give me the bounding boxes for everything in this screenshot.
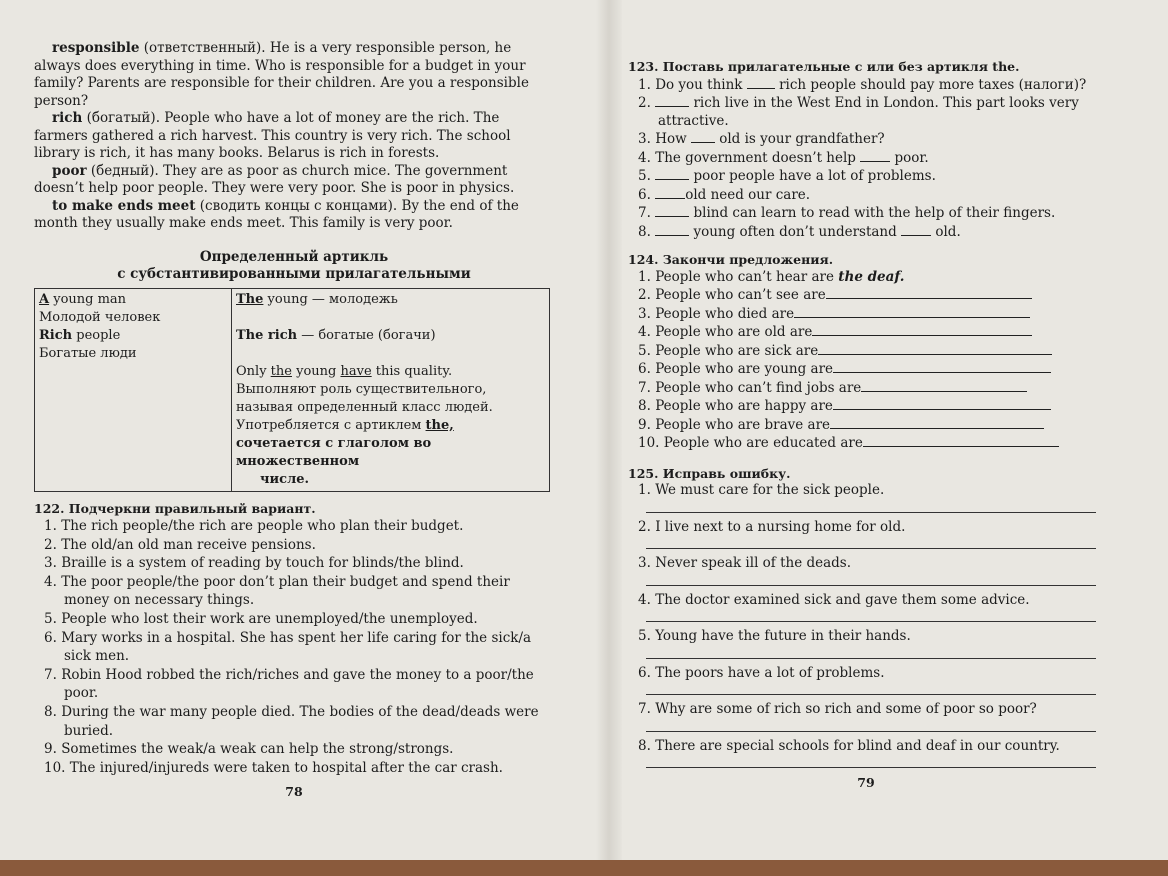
list-item (44, 517, 554, 536)
section-title: Определенный артикль (199, 248, 389, 265)
list-item (638, 186, 1104, 205)
exercise-122-list (34, 517, 554, 777)
list-item (44, 703, 554, 740)
answer-line[interactable] (861, 379, 1027, 392)
item-text: old need our care. (685, 186, 811, 203)
list-item (638, 204, 1104, 223)
item-text: During the war many people died. The bodies of the dead/deads were buried. (61, 703, 539, 739)
page-number-left: 78 (285, 784, 303, 800)
item-number: 4. (638, 149, 651, 166)
table-text: people (72, 327, 121, 343)
exercise-125-title: 125. Исправь ошибку. (628, 465, 791, 481)
table-text: Богатые люди (39, 345, 137, 361)
answer-blank[interactable] (655, 223, 689, 236)
item-number: 3. (638, 305, 651, 322)
item-text: The old/an old man receive pensions. (61, 536, 316, 553)
item-number: 6. (44, 629, 57, 646)
list-item (638, 701, 1104, 719)
table-left-cell (35, 288, 232, 491)
list-item (638, 323, 1104, 342)
answer-line[interactable] (646, 686, 1096, 695)
item-text: The rich people/the rich are people who plan their budget. (61, 518, 464, 534)
item-text: poor. (890, 149, 929, 166)
item-text: People who can’t hear are (655, 268, 839, 285)
answer-blank[interactable] (655, 94, 689, 107)
item-number: 2. (638, 95, 651, 111)
answer-blank[interactable] (655, 167, 689, 180)
table-text: A (39, 291, 50, 307)
list-item (638, 223, 1104, 242)
item-number: 8. (638, 223, 651, 240)
item-number: 9. (638, 416, 651, 433)
item-text: poor people have a lot of problems. (689, 168, 936, 184)
item-text: Mary works in a hospital. She has spent her life caring for the sick/a sick men. (61, 629, 532, 665)
list-item (638, 305, 1104, 324)
exercise-124-list (628, 269, 1104, 453)
item-text: blind can learn to read with the help of their fingers. (689, 205, 1056, 221)
list-item (44, 629, 554, 666)
table-text: Употребляется с артиклем (236, 417, 426, 433)
table-text: числе. (260, 471, 310, 487)
table-text: Only (236, 363, 271, 379)
vocab-word: responsible (52, 40, 140, 56)
item-number: 1. (638, 76, 651, 93)
item-text: Young have the future in their hands. (655, 628, 911, 644)
table-text: Выполняют роль существительного, называя определенный класс людей. (236, 381, 493, 415)
exercise-125-list (628, 482, 1104, 768)
item-number: 10. (44, 759, 66, 776)
item-text: The government doesn’t help (655, 149, 861, 166)
item-number: 7. (638, 205, 651, 221)
list-item (638, 434, 1104, 453)
list-item (638, 738, 1104, 756)
list-item (44, 759, 554, 778)
exercise-122-title: 122. Подчеркни правильный вариант. (34, 500, 316, 516)
list-item (638, 482, 1104, 500)
table-text: the (270, 363, 292, 379)
item-text: Do you think (655, 76, 747, 93)
item-number: 1. (638, 482, 651, 498)
item-number: 3. (638, 131, 651, 147)
vocab-entry (34, 40, 554, 110)
answer-line[interactable] (646, 540, 1096, 549)
answer-line[interactable] (646, 723, 1096, 732)
table-text: The (236, 291, 264, 307)
list-item (638, 628, 1104, 646)
list-item (638, 286, 1104, 305)
vocab-entry (34, 198, 554, 233)
answer-blank[interactable] (901, 223, 931, 236)
list-item (44, 554, 554, 573)
list-item (638, 130, 1104, 149)
item-text: rich live in the West End in London. This part looks very attractive. (658, 95, 1079, 129)
item-number: 8. (44, 703, 57, 720)
item-text: The doctor examined sick and gave them some advice. (655, 591, 1030, 608)
vocab-word: poor (52, 162, 87, 179)
item-number: 7. (44, 666, 57, 683)
item-text: There are special schools for blind and deaf in our country. (655, 737, 1060, 754)
list-item (44, 573, 554, 610)
item-text: rich people should pay more taxes (налоги)? (774, 76, 1087, 93)
table-text: the, (425, 417, 454, 433)
item-text: People who lost their work are unemployed/the unemployed. (61, 610, 478, 627)
article-table (34, 288, 550, 492)
item-text: Why are some of rich so rich and some of poor so poor? (655, 701, 1037, 717)
item-number: 2. (638, 287, 651, 303)
vocab-translation: (бедный). (86, 162, 159, 179)
table-text: The rich (236, 327, 298, 343)
exercise-123-list (628, 76, 1104, 242)
item-number: 2. (44, 536, 57, 553)
list-item (638, 379, 1104, 398)
vocab-translation: (богатый). (82, 110, 160, 126)
list-item (44, 666, 554, 703)
item-text: People who died are (655, 305, 795, 322)
item-text: The poors have a lot of problems. (655, 664, 885, 681)
list-item (638, 360, 1104, 379)
vocab-translation: (ответственный). (139, 40, 266, 56)
vocab-translation: (сводить концы с концами). (195, 197, 398, 214)
answer-line[interactable] (646, 759, 1096, 768)
item-number: 6. (638, 664, 651, 681)
item-text: Never speak ill of the deads. (655, 555, 852, 571)
answer-line[interactable] (812, 323, 1032, 336)
answer-line[interactable] (794, 305, 1030, 318)
table-right-cell (232, 288, 550, 491)
left-page (34, 40, 554, 801)
answer-line[interactable] (833, 397, 1051, 410)
vocabulary-block (34, 40, 554, 233)
list-item (638, 592, 1104, 610)
item-number: 8. (638, 737, 651, 754)
answer-blank[interactable] (691, 130, 715, 143)
item-number: 5. (638, 342, 651, 359)
item-number: 4. (638, 591, 651, 608)
item-number: 4. (638, 324, 651, 340)
item-text: The injured/injureds were taken to hospital after the car crash. (69, 759, 503, 776)
list-item (44, 610, 554, 629)
vocab-example: They are as poor as church mice. The government doesn’t help poor people. They were very poor. She is poor in physics. (34, 162, 515, 196)
table-text: Молодой человек (39, 309, 161, 325)
table-text: young (291, 363, 341, 379)
table-text: — богатые (богачи) (297, 327, 436, 343)
list-item (638, 416, 1104, 435)
example-answer: the deaf. (838, 268, 905, 285)
item-text: The poor people/the poor don’t plan their budget and spend their money on necessary things. (61, 573, 510, 609)
list-item (638, 519, 1104, 537)
exercise-124-title: 124. Закончи предложения. (628, 252, 834, 267)
item-number: 7. (638, 701, 651, 717)
item-number: 7. (638, 379, 651, 396)
item-number: 5. (638, 628, 651, 644)
item-text: old is your grandfather? (714, 131, 885, 147)
table-text: have (340, 363, 372, 379)
answer-line[interactable] (863, 434, 1059, 447)
item-number: 5. (44, 610, 57, 627)
right-page (628, 58, 1104, 792)
list-item (638, 269, 1104, 287)
item-text: People who are sick are (655, 342, 819, 359)
answer-blank[interactable] (655, 204, 689, 217)
list-item (44, 740, 554, 759)
vocab-example: He is a very responsible person, he always does everything in time. Who is responsible for a budget in your family? Parents are responsible for their children. Are you a responsible person? (34, 40, 529, 109)
answer-line[interactable] (646, 613, 1096, 622)
item-text: We must care for the sick people. (655, 482, 885, 498)
item-text: young often don’t understand (689, 223, 902, 240)
item-text: old. (931, 223, 961, 240)
list-item (638, 76, 1104, 95)
item-number: 3. (638, 555, 651, 571)
answer-blank[interactable] (655, 186, 685, 199)
item-number: 2. (638, 518, 651, 535)
vocab-example: People who have a lot of money are the rich. The farmers gathered a rich harvest. This country is very rich. The school library is rich, it has many books. Belarus is rich in forests. (34, 110, 511, 161)
vocab-entry (34, 163, 554, 198)
answer-line[interactable] (646, 577, 1096, 586)
answer-blank[interactable] (860, 149, 890, 162)
table-text: young — молодежь (263, 291, 398, 307)
answer-line[interactable] (826, 286, 1032, 299)
list-item (638, 167, 1104, 186)
answer-blank[interactable] (747, 76, 775, 89)
item-number: 8. (638, 398, 651, 414)
answer-line[interactable] (646, 504, 1096, 513)
section-subtitle: с субстантивированными прилагательными (117, 266, 471, 282)
exercise-123-title: 123. Поставь прилагательные с или без артикля the. (628, 59, 1020, 74)
item-text: People who are young are (655, 361, 834, 377)
list-item (638, 555, 1104, 573)
list-item (44, 536, 554, 555)
list-item (638, 342, 1104, 361)
item-text: People who are old are (655, 324, 813, 340)
item-number: 6. (638, 186, 651, 203)
book-fold (596, 0, 622, 860)
list-item (638, 149, 1104, 168)
item-text: People who can’t find jobs are (655, 379, 862, 396)
item-number: 3. (44, 555, 57, 572)
item-number: 1. (638, 268, 651, 285)
table-text: this quality. (371, 363, 453, 379)
item-text: How (655, 131, 691, 147)
item-number: 6. (638, 361, 651, 377)
vocab-word: rich (52, 110, 83, 126)
page-number-right: 79 (857, 775, 875, 790)
list-item (638, 665, 1104, 683)
vocab-entry (34, 110, 554, 163)
vocab-example: By the end of the month they usually make ends meet. This family is very poor. (34, 197, 519, 231)
answer-line[interactable] (833, 360, 1051, 373)
answer-line[interactable] (818, 342, 1052, 355)
item-number: 5. (638, 168, 651, 184)
vocab-word: to make ends meet (52, 197, 196, 214)
item-number: 10. (638, 435, 660, 451)
list-item (638, 397, 1104, 416)
list-item (638, 94, 1104, 130)
item-text: People who can’t see are (655, 287, 826, 303)
item-number: 4. (44, 573, 57, 590)
item-number: 9. (44, 741, 57, 758)
item-text: Braille is a system of reading by touch for blinds/the blind. (61, 555, 464, 572)
item-number: 1. (44, 518, 57, 534)
item-text: People who are educated are (663, 435, 863, 451)
item-text: Robin Hood robbed the rich/riches and gave the money to a poor/the poor. (61, 666, 534, 702)
table-text: сочетается с глаголом во множественном (236, 435, 432, 469)
item-text: I live next to a nursing home for old. (655, 518, 906, 535)
answer-line[interactable] (830, 416, 1044, 429)
table-text: young man (49, 291, 127, 307)
item-text: People who are happy are (655, 398, 833, 414)
table-text: Rich (39, 327, 73, 343)
answer-line[interactable] (646, 650, 1096, 659)
item-text: Sometimes the weak/a weak can help the strong/strongs. (61, 741, 454, 758)
item-text: People who are brave are (655, 416, 831, 433)
